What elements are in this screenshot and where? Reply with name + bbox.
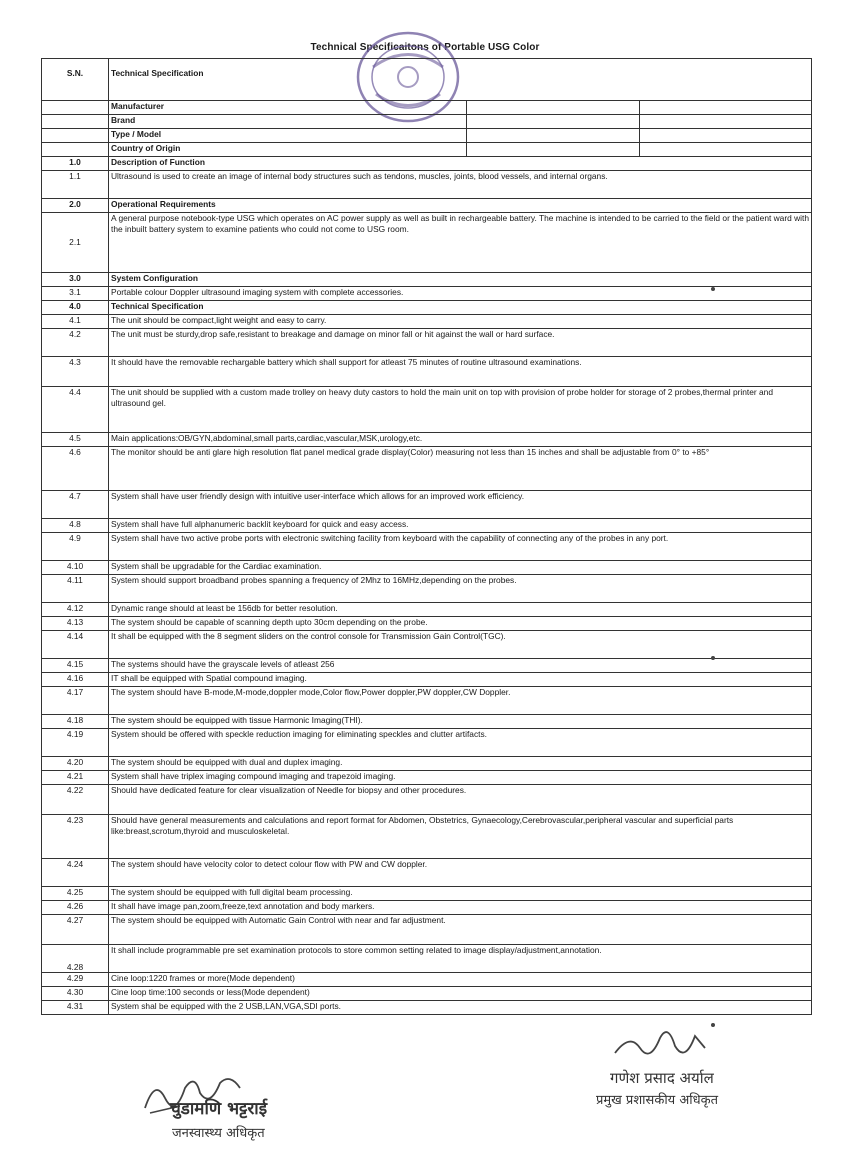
row-sn: 4.13 — [42, 617, 109, 631]
spec-row — [42, 617, 812, 631]
row-text: Technical Specification — [109, 301, 812, 315]
row-text: Ultrasound is used to create an image of internal body structures such as tendons, muscles, joints, blood vessels, and internal organs. — [109, 171, 812, 199]
spec-row — [42, 1001, 812, 1015]
spec-row — [42, 815, 812, 859]
row-sn: 4.23 — [42, 815, 109, 859]
row-text: The unit should be supplied with a custom made trolley on heavy duty castors to hold the main unit on top with provision of probe holder for storage of 2 probes,thermal printer and ultrasound gel. — [109, 387, 812, 433]
spec-row — [42, 887, 812, 901]
info-sn — [42, 101, 109, 115]
row-sn: 4.10 — [42, 561, 109, 575]
spec-row — [42, 715, 812, 729]
row-sn: 4.31 — [42, 1001, 109, 1015]
spec-row — [42, 631, 812, 659]
row-sn: 4.17 — [42, 687, 109, 715]
row-text: It shall have image pan,zoom,freeze,text annotation and body markers. — [109, 901, 812, 915]
section-row — [42, 301, 812, 315]
spec-row — [42, 859, 812, 887]
row-sn: 4.24 — [42, 859, 109, 887]
section-row — [42, 199, 812, 213]
spec-row — [42, 973, 812, 987]
row-sn: 4.27 — [42, 915, 109, 945]
info-label: Manufacturer — [109, 101, 467, 115]
row-text: The system should have velocity color to detect colour flow with PW and CW doppler. — [109, 859, 812, 887]
signature-left-title: जनस्वास्थ्य अधिकृत — [172, 1126, 265, 1141]
spec-row — [42, 575, 812, 603]
row-sn: 4.0 — [42, 301, 109, 315]
section-row — [42, 273, 812, 287]
row-sn: 4.3 — [42, 357, 109, 387]
row-text: The system should be equipped with Automatic Gain Control with near and far adjustment. — [109, 915, 812, 945]
row-sn: 1.1 — [42, 171, 109, 199]
info-value-cell — [467, 101, 640, 115]
spec-row — [42, 519, 812, 533]
row-sn: 4.18 — [42, 715, 109, 729]
spec-row — [42, 357, 812, 387]
row-sn: 4.16 — [42, 673, 109, 687]
spec-row — [42, 329, 812, 357]
header-spec: Technical Specification — [109, 59, 812, 101]
row-text: Main applications:OB/GYN,abdominal,small parts,cardiac,vascular,MSK,urology,etc. — [109, 433, 812, 447]
spec-row — [42, 533, 812, 561]
handwritten-signature-icon — [610, 1018, 720, 1068]
signature-right — [590, 1018, 760, 1118]
signature-left — [140, 1068, 320, 1168]
row-text: The monitor should be anti glare high resolution flat panel medical grade display(Color) measuring not less than 15 inches and shall be adjustable from 0° to +85° — [109, 447, 812, 491]
spec-row — [42, 687, 812, 715]
row-sn: 4.6 — [42, 447, 109, 491]
row-sn: 4.22 — [42, 785, 109, 815]
spec-row — [42, 603, 812, 617]
info-row — [42, 115, 812, 129]
page-title: Technical Specificaitons of Portable USG Color — [310, 42, 540, 53]
row-text: Dynamic range should at least be 156db for better resolution. — [109, 603, 812, 617]
header-row — [42, 59, 812, 101]
row-text: System should be offered with speckle reduction imaging for eliminating speckles and clutter artifacts. — [109, 729, 812, 757]
spec-table — [41, 58, 812, 1015]
row-sn: 3.0 — [42, 273, 109, 287]
row-text: System shall have two active probe ports with electronic switching facility from keyboard with the capability of connecting any of the probes in any port. — [109, 533, 812, 561]
spec-row — [42, 729, 812, 757]
section-row — [42, 157, 812, 171]
header-sn: S.N. — [42, 59, 109, 101]
signature-left-name: चुडामणि भट्टराई — [170, 1099, 268, 1119]
row-text: It shall include programmable pre set examination protocols to store common setting related to image display/adjustment,annotation. — [109, 945, 812, 973]
row-text: The system should be capable of scanning depth upto 30cm depending on the probe. — [109, 617, 812, 631]
row-text: A general purpose notebook-type USG which operates on AC power supply as well as built in rechargeable battery. The machine is intended to be carried to the field or the patient ward with the inbuilt battery system to examine patients who could not come to USG room. — [109, 213, 812, 273]
info-label: Country of Origin — [109, 143, 467, 157]
row-sn: 4.1 — [42, 315, 109, 329]
row-sn: 4.7 — [42, 491, 109, 519]
row-text: It shall be equipped with the 8 segment sliders on the control console for Transmission Gain Control(TGC). — [109, 631, 812, 659]
info-value-cell — [467, 115, 640, 129]
row-sn: 1.0 — [42, 157, 109, 171]
row-sn: 4.26 — [42, 901, 109, 915]
spec-row — [42, 315, 812, 329]
info-value-cell-2 — [639, 115, 812, 129]
row-sn: 4.28 — [42, 945, 109, 973]
row-sn: 4.5 — [42, 433, 109, 447]
info-sn — [42, 143, 109, 157]
row-text: Should have dedicated feature for clear visualization of Needle for biopsy and other procedures. — [109, 785, 812, 815]
info-value-cell — [467, 143, 640, 157]
spec-row — [42, 785, 812, 815]
row-sn: 4.9 — [42, 533, 109, 561]
info-row — [42, 129, 812, 143]
signature-right-name: गणेश प्रसाद अर्याल — [610, 1069, 714, 1087]
info-value-cell — [467, 129, 640, 143]
spec-row — [42, 673, 812, 687]
row-sn: 4.4 — [42, 387, 109, 433]
row-sn: 4.19 — [42, 729, 109, 757]
row-text: The system should be equipped with tissue Harmonic Imaging(THI). — [109, 715, 812, 729]
spec-row — [42, 757, 812, 771]
info-value-cell-2 — [639, 143, 812, 157]
row-text: Cine loop:1220 frames or more(Mode dependent) — [109, 973, 812, 987]
row-text: System shal be equipped with the 2 USB,LAN,VGA,SDI ports. — [109, 1001, 812, 1015]
info-sn — [42, 115, 109, 129]
row-text: Description of Function — [109, 157, 812, 171]
row-text: The system should be equipped with full digital beam processing. — [109, 887, 812, 901]
row-text: IT shall be equipped with Spatial compound imaging. — [109, 673, 812, 687]
row-sn: 4.8 — [42, 519, 109, 533]
row-text: System shall have full alphanumeric backlit keyboard for quick and easy access. — [109, 519, 812, 533]
spec-row — [42, 771, 812, 785]
stray-mark — [711, 656, 715, 660]
row-text: System shall have triplex imaging compound imaging and trapezoid imaging. — [109, 771, 812, 785]
spec-row — [42, 915, 812, 945]
row-text: The systems should have the grayscale levels of atleast 256 — [109, 659, 812, 673]
row-text: System shall be upgradable for the Cardiac examination. — [109, 561, 812, 575]
row-sn: 4.2 — [42, 329, 109, 357]
stray-mark — [711, 287, 715, 291]
row-text: System shall have user friendly design with intuitive user-interface which allows for an improved work efficiency. — [109, 491, 812, 519]
row-text: The system should be equipped with dual and duplex imaging. — [109, 757, 812, 771]
row-text: The system should have B-mode,M-mode,doppler mode,Color flow,Power doppler,PW doppler,CW Doppler. — [109, 687, 812, 715]
row-sn: 2.1 — [42, 213, 109, 273]
row-text: System should support broadband probes spanning a frequency of 2Mhz to 16MHz,depending on the probes. — [109, 575, 812, 603]
info-value-cell-2 — [639, 101, 812, 115]
row-sn: 4.20 — [42, 757, 109, 771]
row-text: Cine loop time:100 seconds or less(Mode dependent) — [109, 987, 812, 1001]
row-sn: 4.25 — [42, 887, 109, 901]
spec-row — [42, 901, 812, 915]
spec-row — [42, 561, 812, 575]
info-sn — [42, 129, 109, 143]
info-row — [42, 101, 812, 115]
row-text: Operational Requirements — [109, 199, 812, 213]
spec-row — [42, 287, 812, 301]
row-sn: 4.11 — [42, 575, 109, 603]
row-sn: 4.12 — [42, 603, 109, 617]
row-sn: 4.14 — [42, 631, 109, 659]
signature-right-title: प्रमुख प्रशासकीय अधिकृत — [596, 1093, 719, 1108]
spec-row — [42, 171, 812, 199]
spec-row — [42, 987, 812, 1001]
spec-row — [42, 433, 812, 447]
info-value-cell-2 — [639, 129, 812, 143]
row-sn: 4.21 — [42, 771, 109, 785]
info-label: Type / Model — [109, 129, 467, 143]
spec-row — [42, 659, 812, 673]
row-text: The unit must be sturdy,drop safe,resistant to breakage and damage on minor fall or hit against the wall or hard surface. — [109, 329, 812, 357]
info-row — [42, 143, 812, 157]
row-sn: 4.15 — [42, 659, 109, 673]
row-text: System Configuration — [109, 273, 812, 287]
spec-row — [42, 387, 812, 433]
row-text: Portable colour Doppler ultrasound imaging system with complete accessories. — [109, 287, 812, 301]
spec-row — [42, 491, 812, 519]
row-text: Should have general measurements and calculations and report format for Abdomen, Obstetrics, Gynaecology,Cerebrovascular,peripheral vascular and superficial parts like:breast,scrotum,thyroid and musculoskeletal. — [109, 815, 812, 859]
row-sn: 4.29 — [42, 973, 109, 987]
spec-row — [42, 447, 812, 491]
row-sn: 3.1 — [42, 287, 109, 301]
spec-row — [42, 213, 812, 273]
row-sn: 4.30 — [42, 987, 109, 1001]
row-text: It should have the removable rechargable battery which shall support for atleast 75 minutes of routine ultrasound examinations. — [109, 357, 812, 387]
row-text: The unit should be compact,light weight and easy to carry. — [109, 315, 812, 329]
info-label: Brand — [109, 115, 467, 129]
row-sn: 2.0 — [42, 199, 109, 213]
spec-row — [42, 945, 812, 973]
